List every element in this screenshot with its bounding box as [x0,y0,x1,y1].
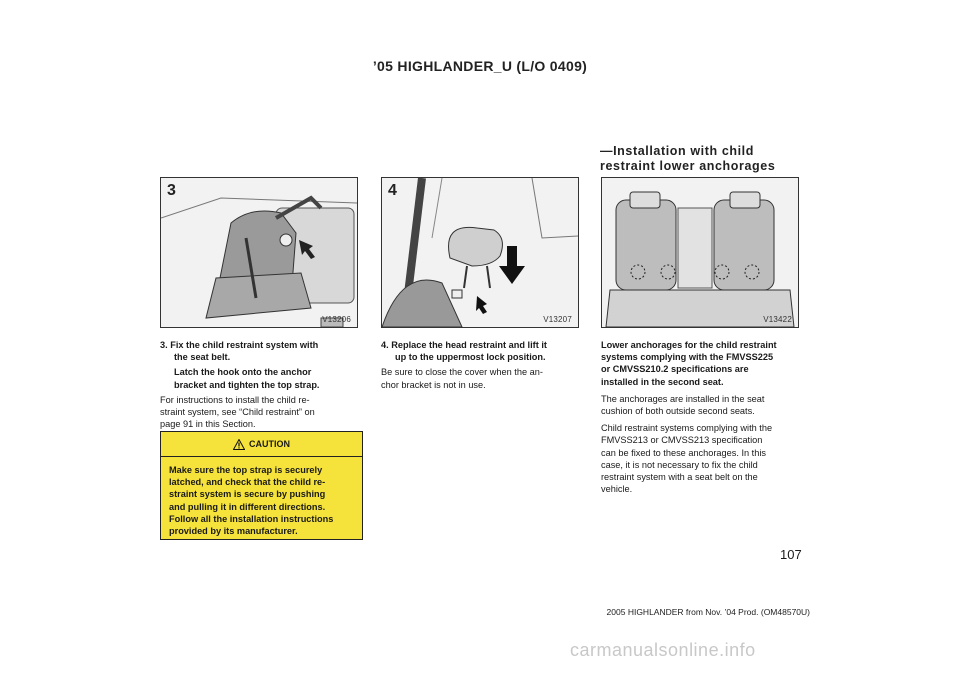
anchorage-para-2 [601,422,805,495]
page-number: 107 [780,547,802,562]
figure-code: V13206 [322,315,351,324]
step-3-sub-line1: Latch the hook onto the anchor [174,367,312,378]
bold-line: Lower anchorages for the child restraint [601,340,777,350]
step-3-line1: 3. Fix the child restraint system with [160,340,319,350]
para-line: restraint system with a seat belt on the [601,472,758,483]
caution-header [161,432,362,457]
step-3-line2: the seat belt. [174,352,231,363]
watermark: carmanualsonline.info [570,640,756,660]
para-line: The anchorages are installed in the seat [601,393,765,404]
figure-lower-anchorages [601,177,799,328]
child-seat-illustration [161,178,357,327]
section-heading [600,144,800,174]
column-2 [381,339,583,391]
figure-child-seat [160,177,358,328]
figure-step-label: 3 [167,182,176,199]
caution-line: and pulling it in different directions. [169,501,326,512]
para-line: vehicle. [601,484,633,495]
caution-box [160,431,363,540]
column-1 [160,339,362,430]
para-line: case, it is not necessary to fix the child [601,459,758,470]
para-line: Child restraint systems complying with the [601,423,773,434]
anchorage-para-1 [601,393,805,417]
para-line: page 91 in this Section. [160,419,256,430]
para-line: chor bracket is not in use. [381,379,486,390]
section-heading-line2: restraint lower anchorages [600,159,776,173]
lower-anchorages-illustration [602,178,798,327]
para-line: straint system, see “Child restraint” on [160,407,315,418]
header-title: ’05 HIGHLANDER_U (L/O 0409) [372,58,588,74]
figure-code: V13422 [763,315,792,324]
head-restraint-illustration [382,178,578,327]
section-heading-line1: —Installation with child [600,144,754,158]
caution-line: provided by its manufacturer. [169,526,298,537]
bold-line: installed in the second seat. [601,376,724,387]
caution-line: Follow all the installation instructions [169,513,334,524]
para-line: can be fixed to these anchorages. In this [601,447,766,458]
caution-line: straint system is secure by pushing [169,489,326,500]
caution-line: latched, and check that the child re- [169,477,326,488]
step-4-line1: 4. Replace the head restraint and lift it [381,340,547,350]
figure-code: V13207 [543,315,572,324]
caution-line: Make sure the top strap is securely [169,465,323,475]
para-line: cushion of both outside second seats. [601,406,755,417]
caution-body [161,457,362,543]
para-line: FMVSS213 or CMVSS213 specification [601,435,763,446]
warning-triangle-icon [233,439,245,450]
step-4-line2: up to the uppermost lock position. [395,352,546,363]
bold-line: systems complying with the FMVSS225 [601,352,774,363]
figure-step-label: 4 [388,182,397,199]
para-line: Be sure to close the cover when the an- [381,367,543,378]
footer-text: 2005 HIGHLANDER from Nov. ’04 Prod. (OM48570U) [606,607,810,617]
figure-head-restraint [381,177,579,328]
caution-label: CAUTION [249,439,290,449]
step-3-sub-line2: bracket and tighten the top strap. [174,379,320,390]
bold-line: or CMVSS210.2 specifications are [601,364,749,375]
para-line: For instructions to install the child re- [160,394,310,405]
anchorage-bold-para [601,339,805,388]
column-3 [601,339,805,495]
